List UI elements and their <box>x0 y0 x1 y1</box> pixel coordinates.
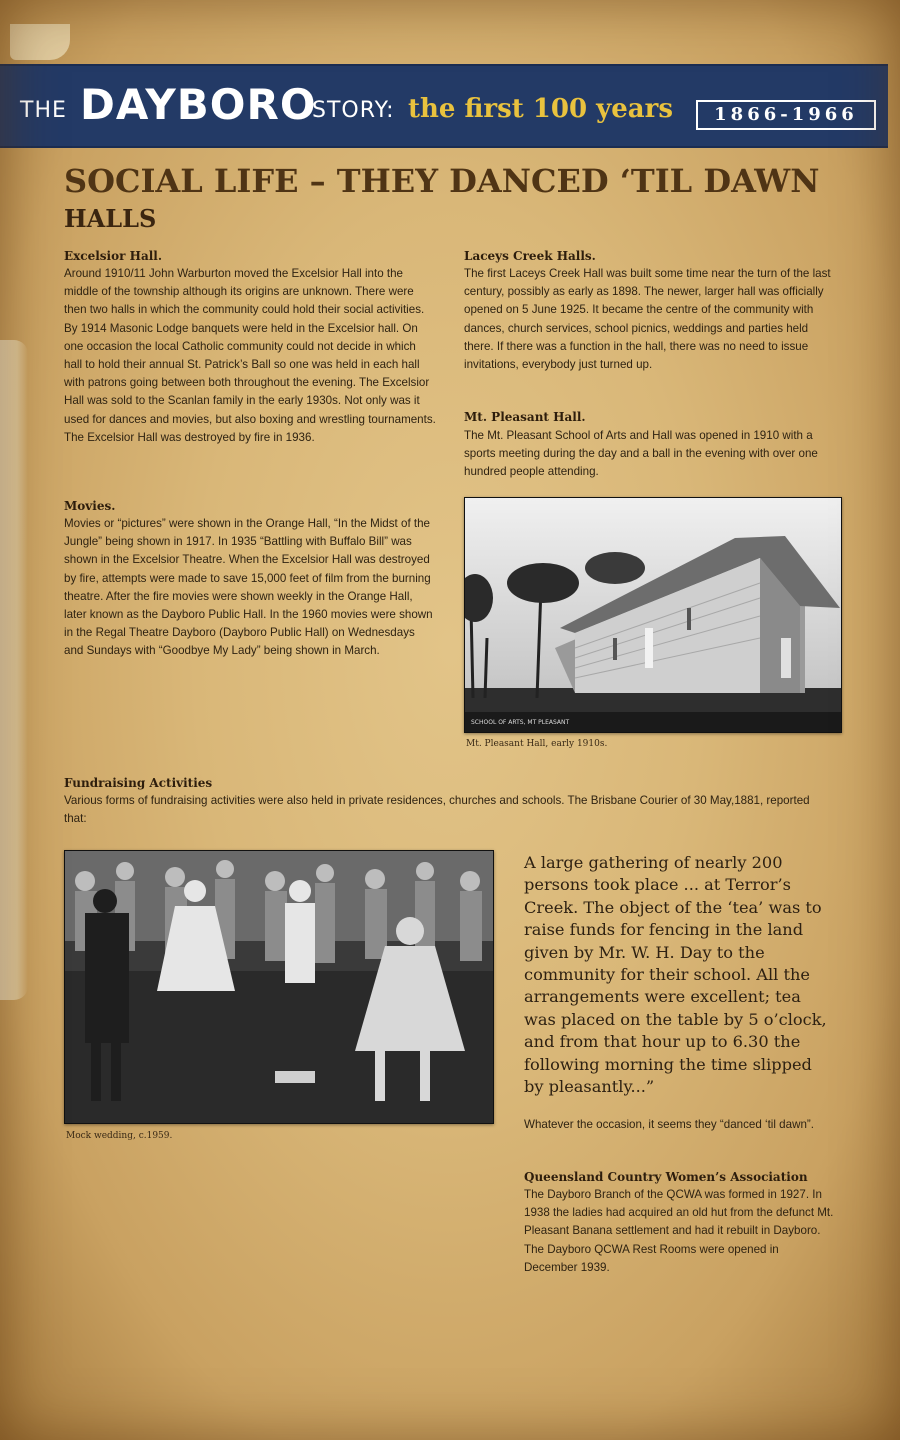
dance-photo-image <box>65 851 493 1123</box>
hall-photo-caption: Mt. Pleasant Hall, early 1910s. <box>466 739 608 749</box>
movies-heading: Movies. <box>64 499 116 513</box>
banner-the: THE <box>20 98 67 123</box>
torn-paper-corner <box>10 24 70 60</box>
fundraising-heading: Fundraising Activities <box>64 776 213 790</box>
header-banner <box>0 64 888 148</box>
page-title: SOCIAL LIFE – THEY DANCED ‘TIL DAWN <box>64 162 820 200</box>
hall-photo <box>464 497 842 733</box>
qcwa-text: The Dayboro Branch of the QCWA was formed in 1927. In 1938 the ladies had acquired an old hut from the defunct Mt. Pleasant Banana settlement and had it rebuilt in Dayboro. The Dayboro QCWA Rest Rooms were opened in December 1939. <box>524 1188 834 1274</box>
laceys-heading: Laceys Creek Halls. <box>464 249 596 263</box>
banner-years-badge: 1866-1966 <box>696 100 876 130</box>
fundraising-text: Various forms of fundraising activities were also held in private residences, churches and schools. The Brisbane Courier of 30 May,1881, reported that: <box>64 794 810 826</box>
brisbane-courier-quote: A large gathering of nearly 200 persons took place ... at Terror’s Creek. The object of the ‘tea’ was to raise funds for fencing in the land given by Mr. W. H. Day to the community for their school. All the arrangements were excellent; tea was placed on the table by 5 o’clock, and from that hour up to 6.30 the following morning the time slipped by pleasantly...” <box>524 853 827 1097</box>
page-subtitle: HALLS <box>64 204 157 233</box>
excelsior-heading: Excelsior Hall. <box>64 249 163 263</box>
hall-photo-image <box>465 498 841 732</box>
banner-dayboro: DAYBORO <box>80 80 317 129</box>
laceys-text: The first Laceys Creek Hall was built some time near the turn of the last century, possibly as early as 1898. The newer, larger hall was officially opened on 5 June 1925. It became the centre of the community with dances, church services, school picnics, weddings and parties held there. If there was a function in the hall, there was no need to issue invitations, everybody just turned up. <box>464 267 831 372</box>
banner-story: STORY: <box>312 98 395 123</box>
excelsior-text: Around 1910/11 John Warburton moved the Excelsior Hall into the middle of the township although its origins are unknown. There were then two halls in which the community could hold their social activities. By 1914 Masonic Lodge banquets were held in the Excelsior hall. On one occasion the local Catholic community could not decide in which hall to hold their annual St. Patrick’s Ball so one was held in each hall with patrons going between both throughout the evening. The Excelsior Hall was sold to the Scanlan family in the early 1930s. Not only was it used for dances and movies, but also boxing and wrestling tournaments. The Excelsior Hall was destroyed by fire in 1936. <box>64 267 436 444</box>
occasion-text: Whatever the occasion, it seems they “danced ‘til dawn”. <box>524 1118 814 1131</box>
qcwa-heading: Queensland Country Women’s Association <box>524 1170 808 1184</box>
banner-tagline: the first 100 years <box>408 94 673 124</box>
dance-photo <box>64 850 494 1124</box>
hall-photo-inscription: SCHOOL OF ARTS, MT PLEASANT <box>471 719 570 726</box>
dance-photo-caption: Mock wedding, c.1959. <box>66 1131 173 1141</box>
torn-paper-edge <box>0 340 28 1000</box>
pleasant-text: The Mt. Pleasant School of Arts and Hall was opened in 1910 with a sports meeting during the day and a ball in the evening with over one hundred people attending. <box>464 429 818 479</box>
pleasant-heading: Mt. Pleasant Hall. <box>464 410 586 424</box>
movies-text: Movies or “pictures” were shown in the Orange Hall, “In the Midst of the Jungle” being shown in 1917. In 1935 “Battling with Buffalo Bill” was shown in the Excelsior Theatre. When the Excelsior Hall was destroyed by fire, attempts were made to save 15,000 feet of film from the burning theatre. After the fire movies were shown weekly in the Orange Hall, later known as the Dayboro Public Hall. In the 1960 movies were shown in the Regal Theatre Dayboro (Dayboro Public Hall) on Wednesdays and Sundays with “Goodbye My Lady” being shown in March. <box>64 517 433 658</box>
